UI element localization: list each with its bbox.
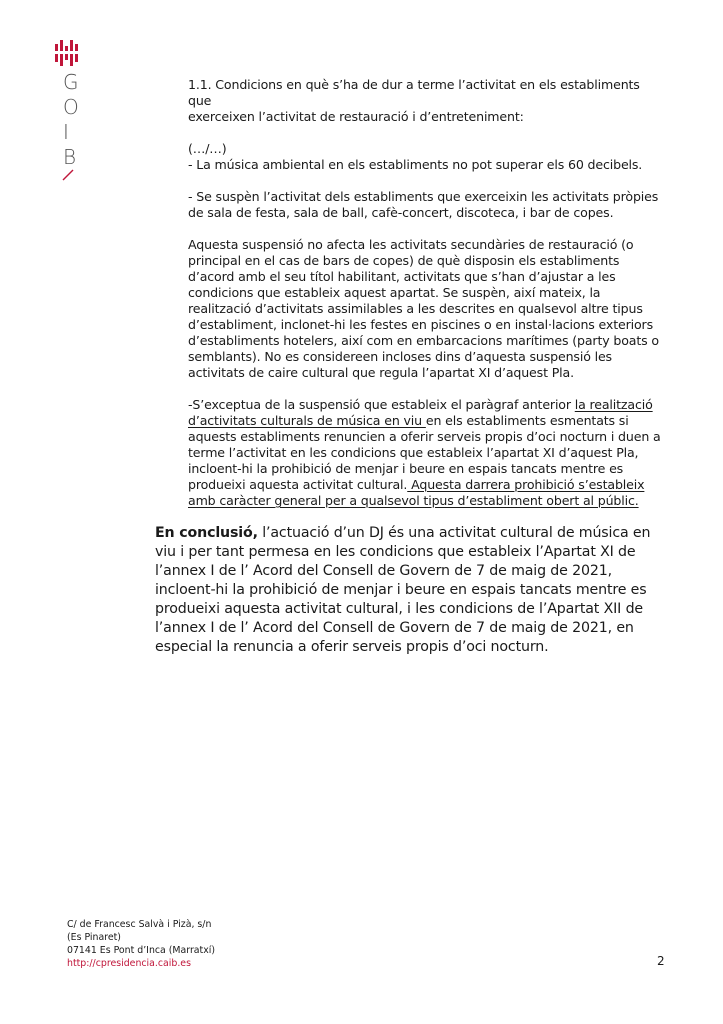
- section-heading: [188, 77, 663, 125]
- goib-emblem-icon: [55, 40, 79, 66]
- logo-wordmark: [63, 70, 85, 170]
- music-rule: - La música ambiental en els establiments no pot superar els 60 decibels.: [188, 157, 643, 172]
- exception-text: -S’exceptua de la suspensió que estableix el paràgraf anterior: [188, 397, 575, 412]
- footer-address: [67, 918, 215, 970]
- logo-letter: G: [63, 70, 79, 94]
- conclusion-paragraph: [155, 524, 675, 657]
- address-line: (Es Pinaret): [67, 932, 121, 943]
- exception-paragraph: [188, 397, 663, 509]
- quoted-regulation: [188, 77, 663, 509]
- conclusion-body: l’actuació d’un DJ és una activitat cultural de música en viu i per tant permesa en les condicions que estableix l’Apartat XI de l’annex I de l’ Acord del Consell de Govern de 7 de maig de 2021, incloent-hi la prohibició de menjar i beure en espais tancats mentre es produeixi aquesta activitat cultural, i les condicions de l’Apartat XII de l’annex I de l’ Acord del Consell de Govern de 7 de maig de 2021, en especial la renuncia a oferir serveis propis d’oci nocturn.: [155, 525, 651, 655]
- section-heading-line: 1.1. Condicions en què s’ha de dur a terme l’activitat en els establiments que: [188, 77, 640, 108]
- suspension-paragraph: - Se suspèn l’activitat dels establiments que exerceixin les activitats pròpies de sala de festa, sala de ball, cafè-concert, discoteca, i bar de copes.: [188, 189, 659, 220]
- goib-logo: [55, 40, 85, 182]
- logo-letter: O: [63, 95, 79, 119]
- website-link[interactable]: http://cpresidencia.caib.es: [67, 958, 191, 969]
- secondary-activities-paragraph: Aquesta suspensió no afecta les activitats secundàries de restauració (o principal en el cas de bars de copes) de què disposin els establiments d’acord amb el seu títol habilitant, activitats que s’han d’ajustar a les condicions que estableix aquest apartat. Se suspèn, així mateix, la realització d’activitats assimilables a les descrites en qualsevol altre tipus d’establiment, inclonet-hi les festes en piscines o en instal·lacions exteriors d’establiments hotelers, així com en embarcacions marítimes (party boats o semblants). No es considereen incloses dins d’aquesta suspensió les activitats de caire cultural que regula l’apartat XI d’aquest Pla.: [188, 237, 659, 380]
- logo-slash-icon: [61, 168, 75, 182]
- ellipsis: (…/…): [188, 141, 227, 156]
- conclusion-lead: En conclusió,: [155, 525, 258, 541]
- logo-letter: B: [63, 145, 77, 169]
- address-line: C/ de Francesc Salvà i Pizà, s/n: [67, 919, 212, 930]
- section-heading-line: exerceixen l’activitat de restauració i d’entreteniment:: [188, 109, 524, 124]
- address-line: 07141 Es Pont d’Inca (Marratxí): [67, 945, 216, 956]
- logo-letter: I: [63, 120, 69, 144]
- exception-underlined-text: Aquesta darrera prohibició s’estableix amb caràcter general per a qualsevol tipus d’establiment obert al públic.: [188, 477, 645, 508]
- page-number: 2: [657, 954, 665, 968]
- exception-underlined-text: la realització d’activitats culturals de música en viu: [188, 397, 653, 428]
- exception-text: en els establiments esmentats si aquests establiments renuncien a oferir serveis propis d’oci nocturn i duen a terme l’activitat en les condicions que estableix l’apartat XI d’aquest Pla, incloent-hi la prohibició de menjar i beure en espais tancats mentre es produeixi aquesta activitat cultural.: [188, 413, 661, 492]
